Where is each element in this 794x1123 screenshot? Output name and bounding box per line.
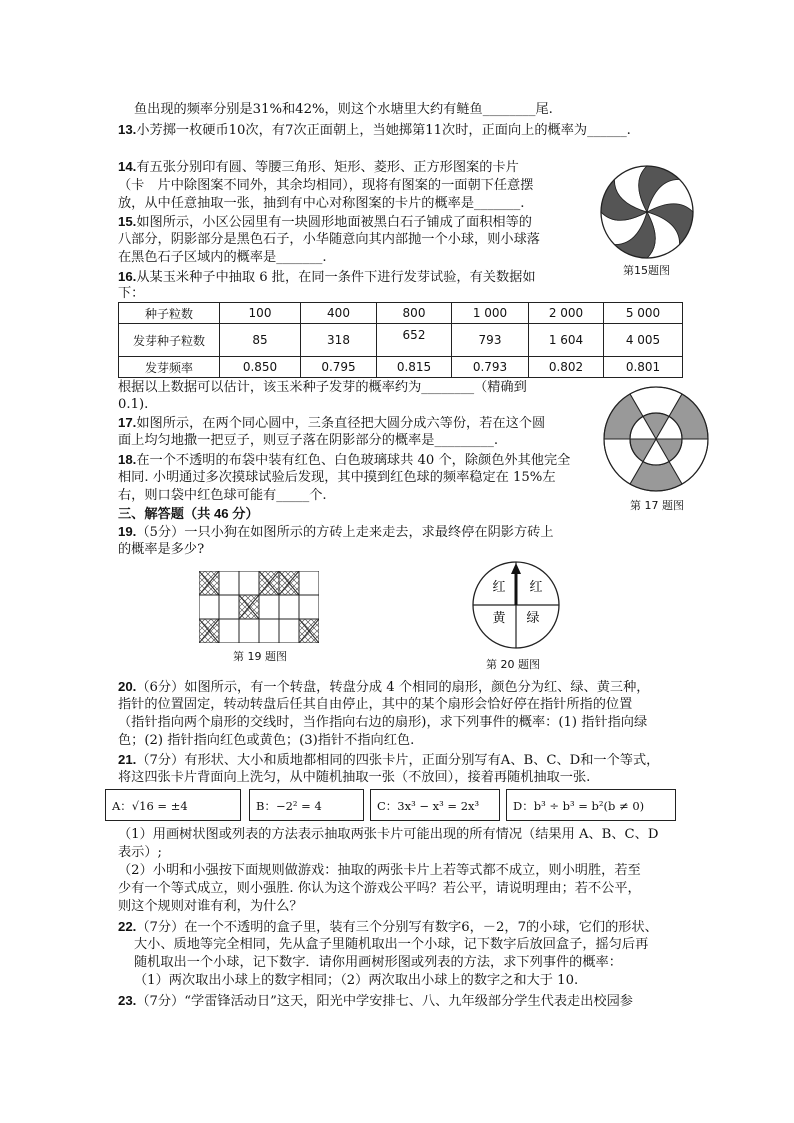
table-cell: 100	[220, 303, 301, 324]
table-cell: 4 005	[604, 324, 683, 357]
q17-text-b: 面上均匀地撒一把豆子，则豆子落在阴影部分的概率是_________.	[118, 433, 499, 448]
figure-19-tile-grid	[199, 571, 319, 643]
q21-text-e: （2）小明和小强按下面规则做游戏：抽取的两张卡片上若等式都不成立，则小明胜，若至	[118, 863, 641, 878]
table-cell: 85	[220, 324, 301, 357]
q21-text-a: （7分）有形状、大小和质地都相同的四张卡片，正面分别写有A、B、C、D和一个等式，	[136, 753, 660, 768]
q16-text-c: 根据以上数据可以估计，该玉米种子发芽的概率约为________（精确到	[118, 380, 527, 395]
q22-text-b: 大小、质地等完全相同，先从盒子里随机取出一个小球，记下数字后放回盒子，摇匀后再	[134, 937, 649, 952]
table-row	[119, 357, 683, 378]
q20-text-c: （指针指向两个扇形的交线时，当作指向右边的扇形)，求下列事件的概率：(1) 指针指向绿	[118, 715, 648, 730]
sector-bottom-left-label: 黄	[492, 611, 506, 626]
tile	[219, 595, 239, 619]
question-18	[118, 451, 570, 469]
table-cell: 1 000	[452, 303, 529, 324]
q21-text-g: 则这个规则对谁有利，为什么？	[118, 899, 303, 914]
q17-text-a: 如图所示，在两个同心圆中，三条直径把大圆分成六等份，若在这个圆	[136, 416, 546, 431]
q18-text-a: 在一个不透明的布袋中装有红色、白色玻璃球共 40 个，除颜色外其他完全	[136, 453, 571, 468]
table-cell: 0.801	[604, 357, 683, 378]
question-19	[118, 523, 554, 541]
q21-text-c: （1）用画树状图或列表的方法表示抽取两张卡片可能出现的所有情况（结果用 A、B、C、D	[118, 827, 659, 842]
q13-text: 小芳掷一枚硬币10次，有7次正面朝上，当她掷第11次时，正面向上的概率为______.	[136, 123, 631, 138]
table-cell: 0.793	[452, 357, 529, 378]
table-cell: 400	[301, 303, 377, 324]
card-c: C：3x³ − x³ = 2x³	[370, 789, 500, 821]
table-cell: 652	[377, 324, 452, 357]
q12-continuation: 鱼出现的频率分别是31%和42%，则这个水塘里大约有鲢鱼________尾.	[134, 102, 553, 117]
q15-text-b: 八部分，阴影部分是黑色石子，小华随意向其内部抛一个小球，则小球落	[118, 232, 540, 247]
table-cell: 318	[301, 324, 377, 357]
q19-number: 19.	[118, 524, 137, 539]
tile	[299, 595, 319, 619]
table-cell: 1 604	[529, 324, 604, 357]
table-row	[119, 324, 683, 357]
tile	[299, 571, 319, 595]
q18-text-c: 右，则口袋中红色球可能有_____个.	[118, 488, 327, 503]
question-23	[118, 992, 633, 1010]
table-cell: 发芽种子粒数	[119, 324, 220, 357]
q14-text-a: 有五张分别印有圆、等腰三角形、矩形、菱形、正方形图案的卡片	[136, 160, 519, 175]
table-cell: 5 000	[604, 303, 683, 324]
q20-text-d: 色；(2) 指针指向红色或黄色；(3)指针不指向红色.	[118, 733, 415, 748]
question-21	[118, 751, 659, 769]
q14-text-b: （卡 片中除图案不同外，其余均相同），现将有图案的一面朝下任意摆	[118, 178, 534, 193]
sector-top-right-label: 红	[529, 580, 543, 595]
table-cell: 793	[452, 324, 529, 357]
tile	[199, 595, 219, 619]
table-cell: 种子粒数	[119, 303, 220, 324]
q21-number: 21.	[118, 752, 137, 767]
card-a: A：√16 = ±4	[105, 789, 241, 821]
figure-19-caption: 第 19 题图	[233, 650, 287, 663]
question-16	[118, 268, 536, 286]
tile	[259, 595, 279, 619]
figure-15-caption: 第15题图	[623, 264, 670, 277]
section-3-heading: 三、解答题（共 46 分）	[118, 506, 259, 521]
table-cell: 0.850	[220, 357, 301, 378]
tile	[279, 595, 299, 619]
q19-text-a: （5分）一只小狗在如图所示的方砖上走来走去，求最终停在阴影方砖上	[136, 525, 554, 540]
card-d: D：b³ ÷ b³ = b²(b ≠ 0)	[506, 789, 676, 821]
q15-number: 15.	[118, 214, 137, 229]
q14-text-c: 放，从中任意抽取一张，抽到有中心对称图案的卡片的概率是_______.	[118, 196, 525, 211]
germination-table	[118, 302, 683, 378]
q20-number: 20.	[118, 679, 137, 694]
tile	[279, 619, 299, 643]
q21-text-b: 将这四张卡片背面向上洗匀，从中随机抽取一张（不放回），接着再随机抽取一张.	[118, 770, 591, 785]
q16-number: 16.	[118, 269, 137, 284]
figure-15-pinwheel	[594, 162, 700, 262]
tile	[259, 619, 279, 643]
table-cell: 0.815	[377, 357, 452, 378]
q13-number: 13.	[118, 122, 137, 137]
question-22	[118, 918, 658, 936]
q15-text-a: 如图所示，小区公园里有一块圆形地面被黑白石子铺成了面积相等的	[136, 215, 532, 230]
q22-text-c: 随机取出一个小球，记下数字．请你用画树形图或列表的方法，求下列事件的概率：	[134, 955, 622, 970]
table-cell: 0.795	[301, 357, 377, 378]
sector-bottom-right-label: 绿	[526, 611, 540, 626]
q20-text-b: 指针的位置固定，转动转盘后任其自由停止，其中的某个扇形会恰好停在指针所指的位置	[118, 697, 633, 712]
q21-text-d: 表示）;	[118, 845, 163, 860]
q19-text-b: 的概率是多少?	[118, 542, 205, 557]
question-15	[118, 213, 532, 231]
q21-text-f: 少有一个等式成立，则小强胜. 你认为这个游戏公平吗？若公平，请说明理由；若不公平，	[118, 881, 641, 896]
table-cell: 发芽频率	[119, 357, 220, 378]
q15-text-c: 在黑色石子区域内的概率是_______.	[118, 250, 327, 265]
figure-20-spinner	[470, 559, 562, 651]
card-b: B：−2² = 4	[249, 789, 364, 821]
q16-text-a: 从某玉米种子中抽取 6 批，在同一条件下进行发芽试验，有关数据如	[136, 270, 536, 285]
q18-text-b: 相同. 小明通过多次摸球试验后发现，其中摸到红色球的频率稳定在 15%左	[118, 470, 556, 485]
sector-top-left-label: 红	[492, 580, 506, 595]
figure-17-caption: 第 17 题图	[630, 499, 684, 512]
q23-number: 23.	[118, 993, 137, 1008]
question-13	[118, 121, 631, 139]
tile	[219, 571, 239, 595]
question-14	[118, 158, 519, 176]
tile	[219, 619, 239, 643]
q20-text-a: （6分）如图所示，有一个转盘，转盘分成 4 个相同的扇形，颜色分为红、绿、黄三种，	[136, 680, 650, 695]
table-cell: 0.802	[529, 357, 604, 378]
tile	[239, 619, 259, 643]
q18-number: 18.	[118, 452, 137, 467]
q22-text-d: （1）两次取出小球上的数字相同；（2）两次取出小球上的数字之和大于 10.	[134, 973, 579, 988]
figure-17-concentric-circles	[600, 385, 712, 493]
table-cell: 2 000	[529, 303, 604, 324]
q16-text-b: 下：	[118, 286, 145, 301]
q22-text-a: （7分）在一个不透明的盒子里，装有三个分别写有数字6，－2，7的小球，它们的形状、	[136, 920, 658, 935]
q14-number: 14.	[118, 159, 137, 174]
question-17	[118, 414, 545, 432]
q23-text-a: （7分）“学雷锋活动日”这天，阳光中学安排七、八、九年级部分学生代表走出校园参	[136, 994, 633, 1009]
figure-20-caption: 第 20 题图	[486, 658, 540, 671]
table-cell: 800	[377, 303, 452, 324]
table-row	[119, 303, 683, 324]
q22-number: 22.	[118, 919, 137, 934]
q17-number: 17.	[118, 415, 137, 430]
tile	[239, 571, 259, 595]
question-20	[118, 678, 649, 696]
q16-text-d: 0.1).	[118, 397, 149, 412]
